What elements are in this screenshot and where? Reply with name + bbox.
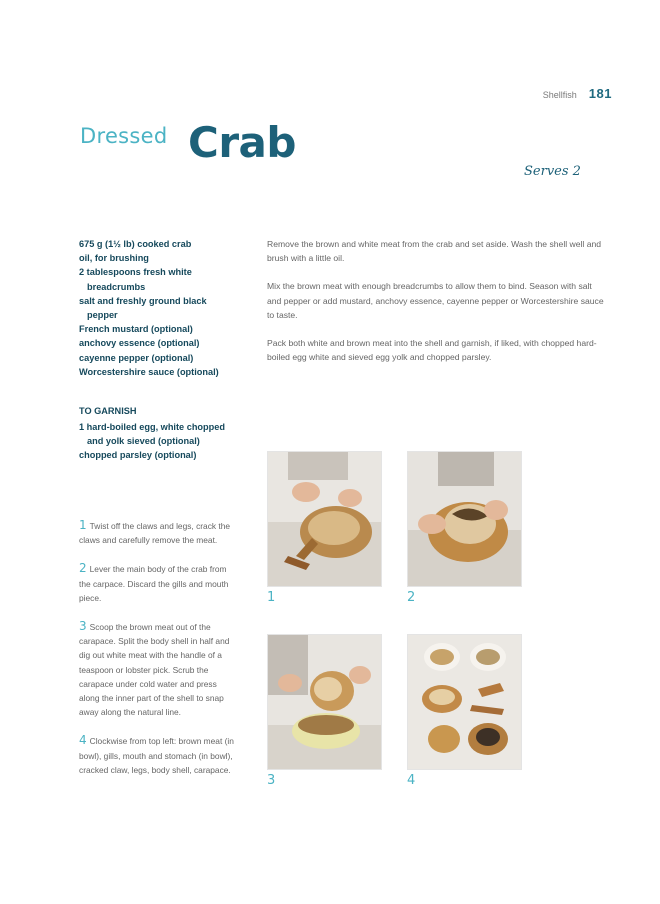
step-item xyxy=(79,518,239,547)
crab-body-illustration xyxy=(408,452,521,586)
title-prefix: Dressed xyxy=(80,124,168,148)
step-item xyxy=(79,561,239,605)
photo-label-1: 1 xyxy=(267,590,276,605)
ingredient-list xyxy=(79,237,259,379)
step-text: Lever the main body of the crab from the carpace. Discard the gills and mouth piece. xyxy=(79,564,229,603)
step-number: 4 xyxy=(79,733,87,748)
step-number: 3 xyxy=(79,619,87,634)
ingredient-item: cayenne pepper (optional) xyxy=(79,352,194,363)
photo-label-4: 4 xyxy=(407,773,416,788)
ingredient-item: salt and freshly ground black xyxy=(79,295,207,306)
section-name: Shellfish xyxy=(542,90,577,100)
crab-claws-illustration xyxy=(268,452,381,586)
page-number: 181 xyxy=(588,86,612,101)
step-number: 2 xyxy=(79,561,87,576)
step-photo-4 xyxy=(407,634,522,770)
garnish-heading: TO GARNISH xyxy=(79,406,137,416)
photo-label-3: 3 xyxy=(267,773,276,788)
garnish-item: 1 hard-boiled egg, white chopped xyxy=(79,422,225,432)
ingredient-item: anchovy essence (optional) xyxy=(79,338,200,349)
ingredient-item: oil, for brushing xyxy=(79,253,149,264)
crab-parts-illustration xyxy=(408,635,521,769)
method-paragraph: Mix the brown meat with enough breadcrumbs to allow them to bind. Season with salt and pepper or add mustard, anchovy essence, cayenne pepper or Worcestershire sauce to taste. xyxy=(267,281,604,320)
ingredient-item: Worcestershire sauce (optional) xyxy=(79,366,219,377)
garnish-list xyxy=(79,420,259,463)
step-item xyxy=(79,619,239,719)
step-text: Twist off the claws and legs, crack the claws and carefully remove the meat. xyxy=(79,521,231,546)
step-list xyxy=(79,518,239,791)
step-item xyxy=(79,733,239,777)
garnish-item: chopped parsley (optional) xyxy=(79,450,197,461)
step-number: 1 xyxy=(79,518,87,532)
running-header xyxy=(543,86,612,101)
step-photo-2 xyxy=(407,451,522,587)
photo-label-2: 2 xyxy=(407,590,416,605)
ingredient-item: French mustard (optional) xyxy=(79,324,193,335)
method-paragraph: Pack both white and brown meat into the shell and garnish, if liked, with chopped hard-boiled egg white and sieved egg yolk and chopped parsley. xyxy=(267,338,597,363)
serves-label: Serves 2 xyxy=(524,164,581,179)
ingredient-item: pepper xyxy=(87,310,118,321)
garnish-item: and yolk sieved (optional) xyxy=(87,436,200,447)
step-text: Clockwise from top left: brown meat (in bowl), gills, mouth and stomach (in bowl), cracked claw, legs, body shell, carapace. xyxy=(79,736,234,775)
ingredient-item: breadcrumbs xyxy=(87,281,146,292)
ingredient-item: 2 tablespoons fresh white xyxy=(79,267,192,278)
page-title: Crab xyxy=(188,118,296,167)
method-paragraph: Remove the brown and white meat from the crab and set aside. Wash the shell well and brush with a little oil. xyxy=(267,239,602,264)
step-text: Scoop the brown meat out of the carapace. Split the body shell in half and dig out white meat with the handle of a teaspoon or lobster pick. Scrub the carapace under cold water and press along the inner part of the shell to snap away along the natural line. xyxy=(79,622,230,718)
method-text xyxy=(267,237,607,378)
scooping-meat-illustration xyxy=(268,635,381,769)
step-photo-1 xyxy=(267,451,382,587)
ingredient-item: 675 g (1½ lb) cooked crab xyxy=(79,239,192,249)
step-photo-3 xyxy=(267,634,382,770)
